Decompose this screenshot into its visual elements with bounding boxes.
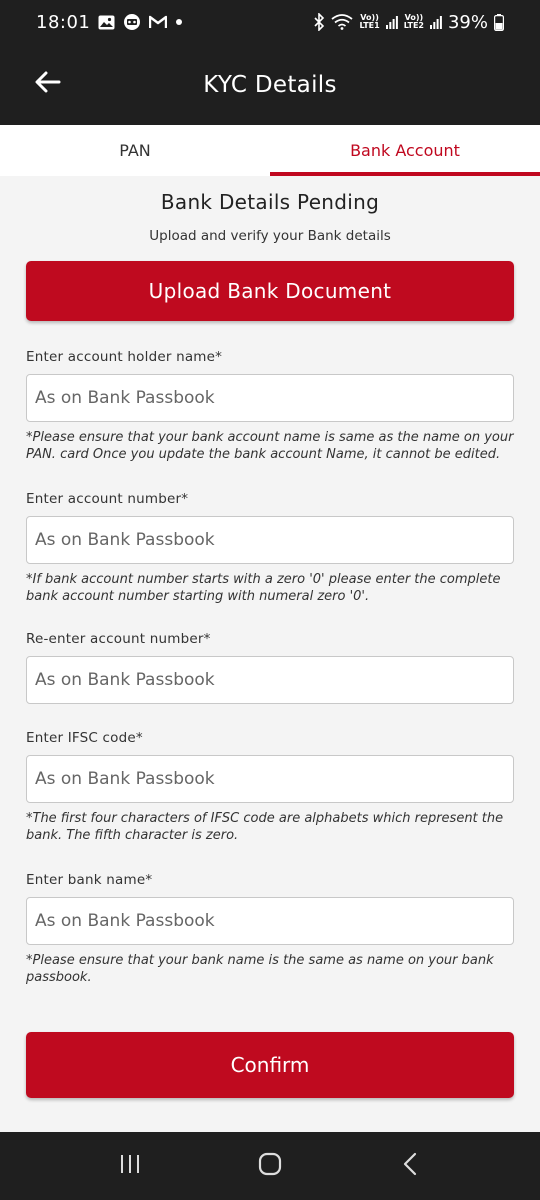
- recents-icon: [119, 1154, 141, 1178]
- field-bank-name: [26, 872, 514, 986]
- ifsc-code-input[interactable]: [26, 755, 514, 803]
- sim1-network-label: Vo)) LTE1: [359, 13, 380, 30]
- field-note: *The first four characters of IFSC code are alphabets which represent the bank. The fifth character is zero.: [26, 811, 504, 843]
- field-label: Enter account number*: [26, 491, 189, 507]
- nav-back-button[interactable]: [380, 1141, 440, 1191]
- field-label: Enter IFSC code*: [26, 730, 143, 746]
- status-left: [36, 12, 183, 33]
- status-right: [313, 12, 504, 33]
- field-account-holder-name: [26, 349, 514, 463]
- wifi-icon: [331, 14, 353, 30]
- app-notification-icon: [123, 13, 141, 31]
- status-time: 18:01: [36, 11, 91, 33]
- home-icon: [258, 1152, 282, 1180]
- back-button[interactable]: [30, 66, 66, 102]
- upload-bank-document-button[interactable]: Upload Bank Document: [26, 261, 514, 321]
- field-label: Enter bank name*: [26, 872, 153, 888]
- recents-button[interactable]: [100, 1141, 160, 1191]
- confirm-button[interactable]: Confirm: [26, 1032, 514, 1098]
- system-nav-bar: [0, 1132, 540, 1200]
- tab-pan[interactable]: PAN: [119, 141, 151, 160]
- account-number-input[interactable]: [26, 516, 514, 564]
- arrow-left-icon: [35, 71, 61, 97]
- app-bar: [0, 44, 540, 125]
- field-note: *If bank account number starts with a zero '0' please enter the complete bank account number starting with numeral zero '0'.: [26, 572, 501, 604]
- battery-icon: [494, 14, 504, 31]
- sim2-network-label: Vo)) LTE2: [403, 13, 424, 30]
- bluetooth-icon: [313, 13, 325, 31]
- field-ifsc-code: [26, 730, 514, 844]
- signal-icon: [386, 15, 398, 29]
- home-button[interactable]: [240, 1141, 300, 1191]
- bank-details-form: [0, 176, 540, 1132]
- reenter-account-number-input[interactable]: [26, 656, 514, 704]
- tab-bank-account[interactable]: Bank Account: [270, 125, 540, 176]
- field-label: Re-enter account number*: [26, 631, 211, 647]
- chevron-left-icon: [402, 1152, 418, 1180]
- field-reenter-account-number: [26, 631, 514, 704]
- battery-percent: 39%: [447, 11, 488, 33]
- field-account-number: [26, 491, 514, 605]
- field-note: *Please ensure that your bank name is the same as name on your bank passbook.: [26, 953, 494, 985]
- gmail-icon: [149, 15, 167, 29]
- field-label: Enter account holder name*: [26, 349, 223, 365]
- tab-bar: [0, 125, 540, 176]
- section-title: Bank Details Pending: [160, 190, 380, 214]
- page-title: KYC Details: [203, 71, 337, 98]
- account-holder-name-input[interactable]: [26, 374, 514, 422]
- signal-icon: [430, 15, 442, 29]
- bank-name-input[interactable]: [26, 897, 514, 945]
- gallery-icon: [98, 15, 115, 30]
- section-subtitle: Upload and verify your Bank details: [149, 228, 391, 244]
- more-notifications-dot-icon: [175, 18, 183, 26]
- field-note: *Please ensure that your bank account name is same as the name on your PAN. card Once you update the bank account Name, it cannot be edited.: [26, 430, 514, 462]
- status-bar: [0, 0, 540, 44]
